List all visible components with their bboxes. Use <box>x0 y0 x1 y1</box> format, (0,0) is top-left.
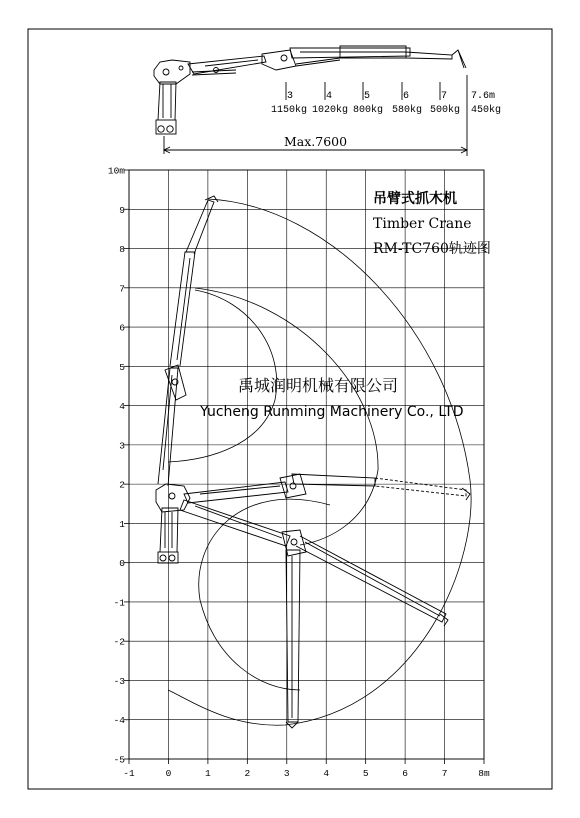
title-chinese: 吊臂式抓木机 <box>373 191 457 207</box>
horizontal-extension <box>375 478 466 496</box>
top-station-number-5: 5 <box>364 91 371 102</box>
x-tick-label: 3 <box>283 768 290 779</box>
top-column <box>158 82 176 120</box>
top-end-reach: 7.6m <box>471 91 496 102</box>
x-tick-label: 0 <box>165 768 172 779</box>
top-outer-boom <box>290 48 410 58</box>
plot-base-wheel-left <box>160 555 166 561</box>
top-station-load-6: 580kg <box>392 105 423 116</box>
y-tick-label: 10m <box>107 165 125 177</box>
top-station-load-3: 1150kg <box>271 105 308 116</box>
top-column-pivot <box>163 69 169 75</box>
x-tick-label: 1 <box>205 768 211 779</box>
y-tick-label: 3 <box>119 440 125 452</box>
y-tick-label: 9 <box>119 204 125 216</box>
diagonal-knuckle-pivot <box>291 539 297 545</box>
y-tick-label: 2 <box>119 479 125 491</box>
top-knuckle-pivot <box>281 55 287 61</box>
x-tick-label: 6 <box>402 768 408 779</box>
top-end-load: 450kg <box>471 105 502 116</box>
lower-reach-envelope <box>199 499 330 690</box>
y-tick-label: 0 <box>119 558 125 570</box>
top-max-label: Max.7600 <box>284 134 348 149</box>
top-column-head <box>154 60 190 84</box>
y-tick-label: -2 <box>113 636 125 648</box>
y-tick-label: 8 <box>119 244 125 256</box>
top-outer-cylinder <box>296 58 340 66</box>
plot-column <box>160 508 178 552</box>
diagonal-main-boom <box>180 500 290 546</box>
diagonal-outer-boom <box>296 536 446 622</box>
reach-envelope-curves <box>168 199 471 725</box>
company-name-english: Yucheng Runming Machinery Co., LTD <box>200 404 464 420</box>
title-english: Timber Crane <box>373 216 472 232</box>
upright-extension <box>186 200 214 254</box>
top-base-wheel-right <box>167 126 173 132</box>
top-station-load-7: 500kg <box>430 105 461 116</box>
x-tick-label: 2 <box>244 768 251 779</box>
y-tick-label: 6 <box>119 322 125 334</box>
upright-main-boom <box>158 368 178 486</box>
top-station-number-7: 7 <box>441 91 448 102</box>
x-tick-label: 5 <box>362 768 369 779</box>
y-tick-label: -1 <box>113 597 125 609</box>
plot-column-pivot <box>169 493 175 499</box>
trajectory-grid <box>124 170 484 764</box>
y-tick-label: 5 <box>119 361 125 373</box>
top-station-number-3: 3 <box>287 91 294 102</box>
title-model: RM-TC760轨迹图 <box>373 241 491 257</box>
company-name-chinese: 禹城润明机械有限公司 <box>238 376 399 395</box>
grid-frame <box>129 170 484 759</box>
top-base-wheel-left <box>158 126 164 132</box>
upright-outer-boom <box>170 252 195 366</box>
plot-base-wheel-right <box>169 555 175 561</box>
x-tick-label: -1 <box>123 768 135 779</box>
y-tick-label: 7 <box>119 283 125 295</box>
company-watermark <box>199 376 464 420</box>
y-tick-label: 4 <box>119 401 125 413</box>
crane-positions <box>156 196 470 728</box>
y-tick-label: -3 <box>113 675 125 687</box>
y-tick-label: -5 <box>113 754 125 766</box>
top-station-load-5: 800kg <box>353 105 384 116</box>
top-station-number-6: 6 <box>403 91 410 102</box>
diagonal-tip <box>440 614 448 626</box>
top-station-load-4: 1020kg <box>312 105 349 116</box>
x-tick-label: 7 <box>441 768 448 779</box>
top-tip-hook <box>452 50 466 68</box>
drop-outer-boom <box>286 550 300 722</box>
x-tick-label: 4 <box>323 768 330 779</box>
x-tick-label: 8m <box>478 768 490 779</box>
top-station-number-4: 4 <box>326 91 333 102</box>
horizontal-main-boom <box>184 482 288 503</box>
grid-tick-labels <box>108 166 490 780</box>
y-tick-label: -4 <box>113 715 125 727</box>
y-tick-label: 1 <box>119 518 125 530</box>
outer-reach-envelope <box>168 199 471 725</box>
title-block <box>373 190 491 257</box>
top-column-pivot-small <box>179 66 183 70</box>
